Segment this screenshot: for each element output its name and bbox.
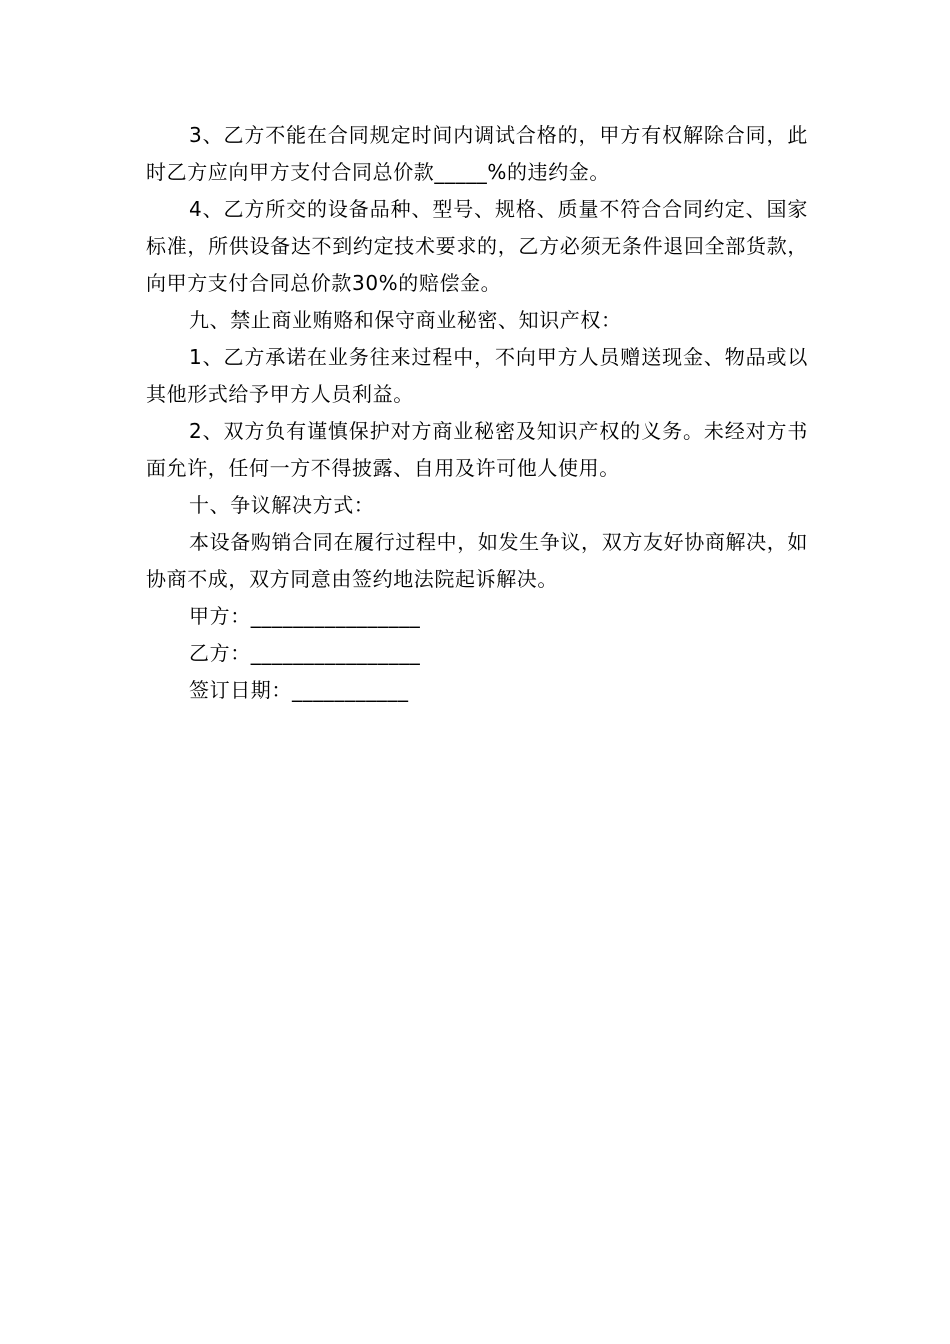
clause-8-4: 4、乙方所交的设备品种、型号、规格、质量不符合合同约定、国家标准，所供设备达不到约定技术要求的，乙方必须无条件退回全部货款，向甲方支付合同总价款30%的赔偿金。 bbox=[146, 197, 808, 295]
clause-9-2: 2、双方负有谨慎保护对方商业秘密及知识产权的义务。未经对方书面允许，任何一方不得披露、自用及许可他人使用。 bbox=[146, 419, 808, 480]
clause-10-body: 本设备购销合同在履行过程中，如发生争议，双方友好协商解决，如协商不成，双方同意由签约地法院起诉解决。 bbox=[146, 530, 808, 591]
clause-9-1: 1、乙方承诺在业务往来过程中，不向甲方人员赠送现金、物品或以其他形式给予甲方人员利益。 bbox=[146, 345, 808, 406]
section-9-heading: 九、禁止商业贿赂和保守商业秘密、知识产权： bbox=[189, 308, 622, 332]
party-b-signature-line: 乙方：________________ bbox=[189, 641, 421, 665]
document-body bbox=[146, 117, 808, 709]
signing-date-line: 签订日期：___________ bbox=[189, 678, 409, 702]
section-10-heading: 十、争议解决方式： bbox=[189, 493, 375, 517]
party-a-signature-line: 甲方：________________ bbox=[189, 604, 421, 628]
clause-8-3: 3、乙方不能在合同规定时间内调试合格的，甲方有权解除合同，此时乙方应向甲方支付合同总价款_____%的违约金。 bbox=[146, 123, 808, 184]
